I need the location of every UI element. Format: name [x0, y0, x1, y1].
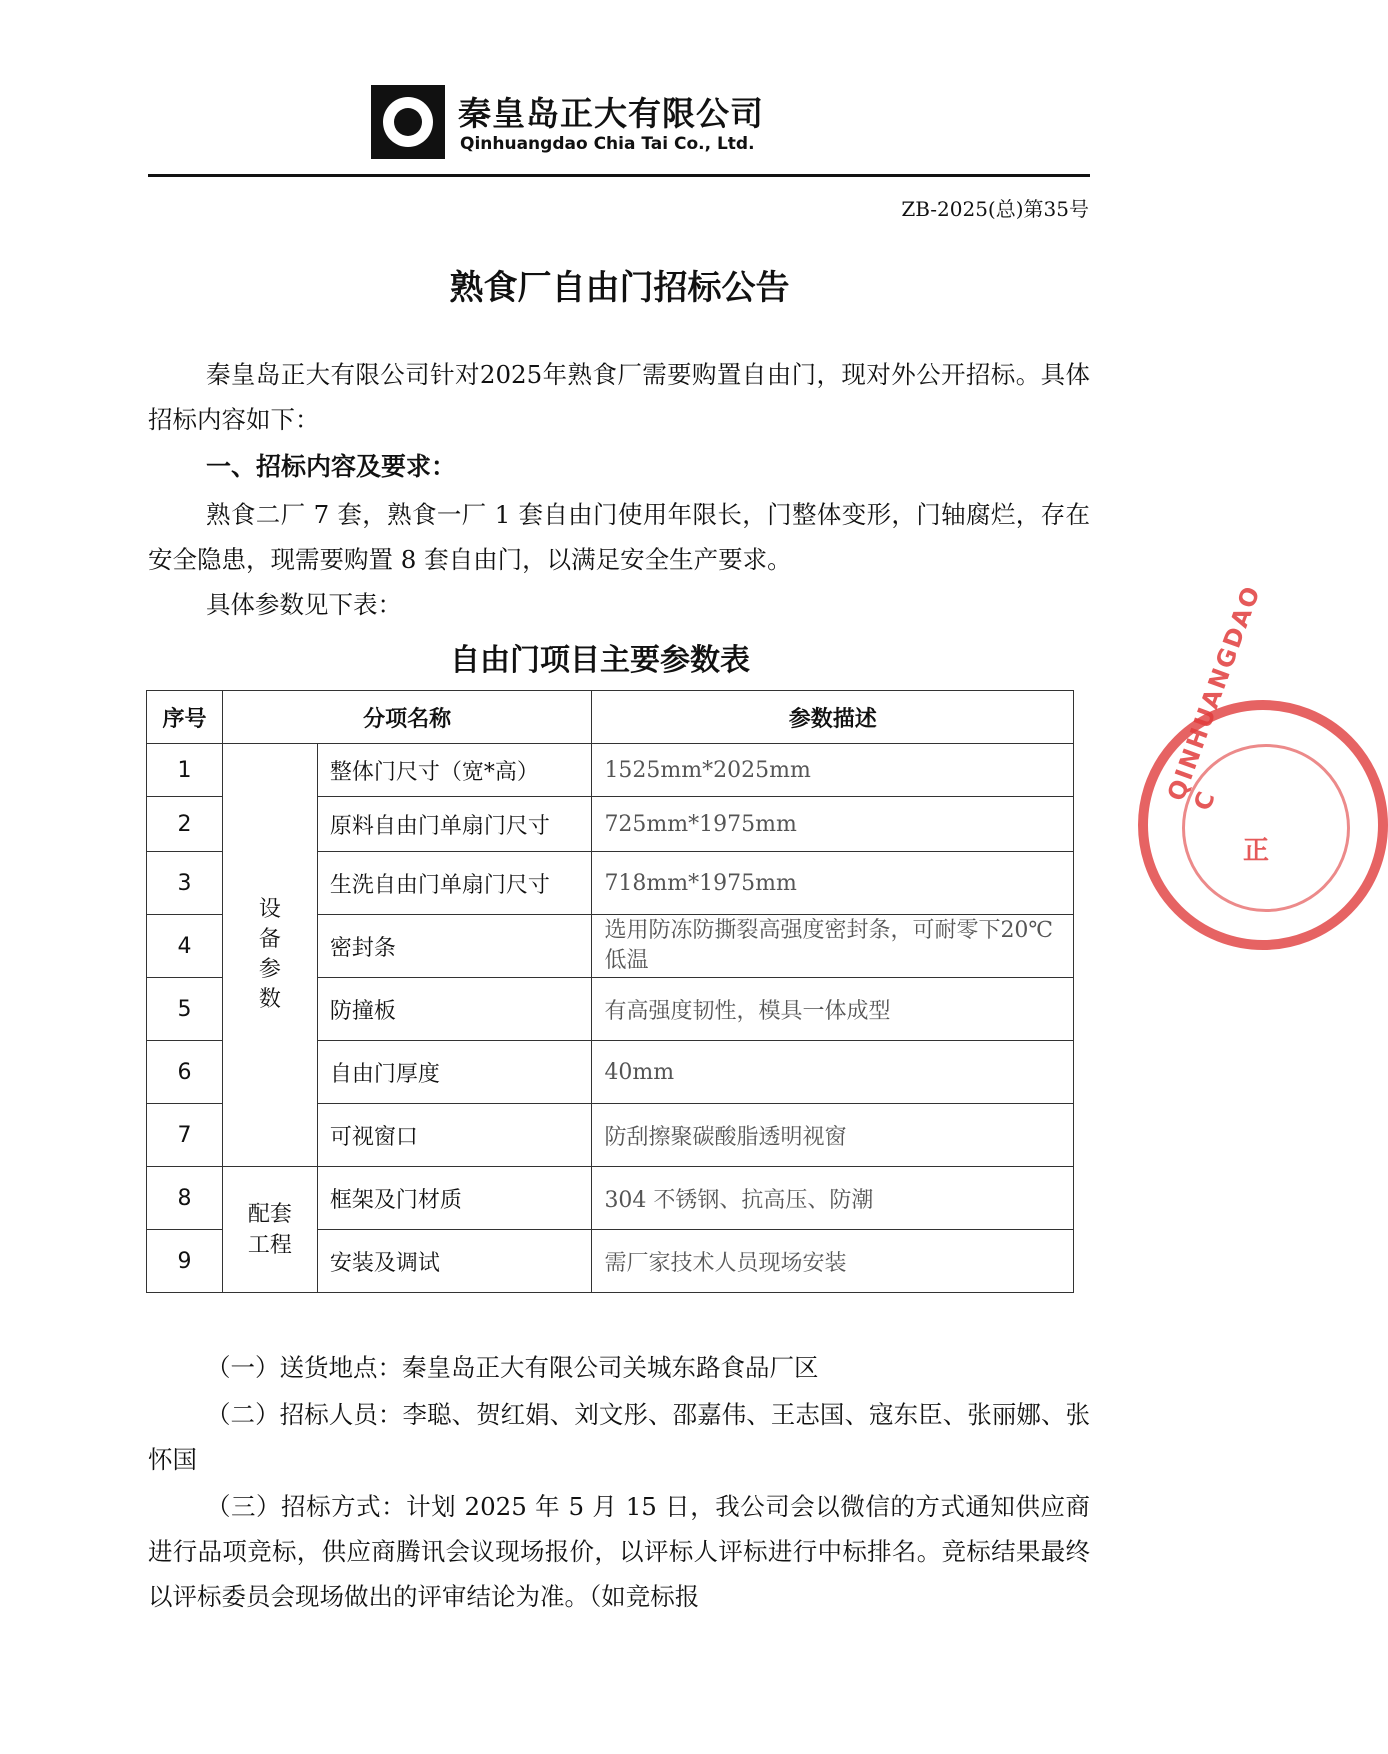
document-number: ZB-2025(总)第35号	[901, 197, 1089, 221]
row-desc: 1525mm*2025mm	[592, 744, 1074, 797]
header-divider	[148, 174, 1090, 177]
row-no: 2	[147, 797, 223, 852]
row-desc: 防刮擦聚碳酸脂透明视窗	[592, 1104, 1074, 1167]
seal-arc-text: QINHUANGDAO C	[1162, 581, 1267, 815]
row-no: 5	[147, 978, 223, 1041]
logo-ring	[383, 97, 433, 147]
delivery-location: （一）送货地点：秦皇岛正大有限公司关城东路食品厂区	[206, 1353, 819, 1382]
group-supporting-line1: 配套	[247, 1201, 292, 1227]
group-supporting-line2: 工程	[247, 1232, 292, 1258]
row-desc: 718mm*1975mm	[592, 852, 1074, 915]
section1-body: 熟食二厂 7 套，熟食一厂 1 套自由门使用年限长，门整体变形，门轴腐烂，存在安全隐患，现需要购置 8 套自由门，以满足安全生产要求。	[148, 500, 1090, 574]
section1-note: 具体参数见下表：	[206, 590, 402, 619]
row-desc: 40mm	[592, 1041, 1074, 1104]
group-supporting	[222, 1167, 317, 1293]
header-name: 分项名称	[222, 691, 592, 744]
row-name: 生洗自由门单扇门尺寸	[317, 852, 592, 915]
group-equipment	[222, 744, 317, 1167]
table-row	[147, 1167, 1074, 1230]
logo-dot	[394, 108, 422, 136]
row-no: 3	[147, 852, 223, 915]
company-name-en: Qinhuangdao Chia Tai Co., Ltd.	[460, 134, 755, 154]
row-name: 原料自由门单扇门尺寸	[317, 797, 592, 852]
row-desc: 需厂家技术人员现场安装	[592, 1230, 1074, 1293]
row-desc: 725mm*1975mm	[592, 797, 1074, 852]
company-seal	[1138, 581, 1388, 950]
row-desc: 有高强度韧性，模具一体成型	[592, 978, 1074, 1041]
row-name: 整体门尺寸（宽*高）	[317, 744, 592, 797]
row-no: 1	[147, 744, 223, 797]
seal-center-text: 正	[1243, 836, 1270, 866]
header-no: 序号	[147, 691, 223, 744]
row-name: 可视窗口	[317, 1104, 592, 1167]
section1-heading: 一、招标内容及要求：	[206, 452, 457, 481]
row-name: 自由门厚度	[317, 1041, 592, 1104]
table-header-row	[147, 691, 1074, 744]
row-desc: 304 不锈钢、抗高压、防潮	[592, 1167, 1074, 1230]
row-no: 6	[147, 1041, 223, 1104]
row-name: 框架及门材质	[317, 1167, 592, 1230]
company-logo	[371, 85, 445, 159]
row-name: 密封条	[317, 915, 592, 978]
table-title: 自由门项目主要参数表	[450, 643, 750, 678]
row-no: 7	[147, 1104, 223, 1167]
row-name: 安装及调试	[317, 1230, 592, 1293]
company-name-cn: 秦皇岛正大有限公司	[458, 94, 764, 133]
row-no: 9	[147, 1230, 223, 1293]
parameter-table	[146, 690, 1074, 1293]
tender-method: （三）招标方式：计划 2025 年 5 月 15 日，我公司会以微信的方式通知供应商进行品项竞标，供应商腾讯会议现场报价，以评标人评标进行中标排名。竞标结果最终以评标委员会现场做出的评审结论为准。（如竞标报	[148, 1492, 1090, 1611]
row-desc: 选用防冻防撕裂高强度密封条，可耐零下20℃低温	[604, 918, 1054, 973]
tender-staff: （二）招标人员：李聪、贺红娟、刘文彤、邵嘉伟、王志国、寇东臣、张丽娜、张怀国	[148, 1400, 1090, 1474]
intro-paragraph: 秦皇岛正大有限公司针对2025年熟食厂需要购置自由门，现对外公开招标。具体招标内容如下：	[148, 360, 1090, 434]
row-name: 防撞板	[317, 978, 592, 1041]
row-no: 4	[147, 915, 223, 978]
group-equipment-label: 设备参数	[258, 897, 281, 1012]
table-row	[147, 744, 1074, 797]
document-title: 熟食厂自由门招标公告	[449, 268, 790, 308]
row-no: 8	[147, 1167, 223, 1230]
header-desc: 参数描述	[592, 691, 1074, 744]
